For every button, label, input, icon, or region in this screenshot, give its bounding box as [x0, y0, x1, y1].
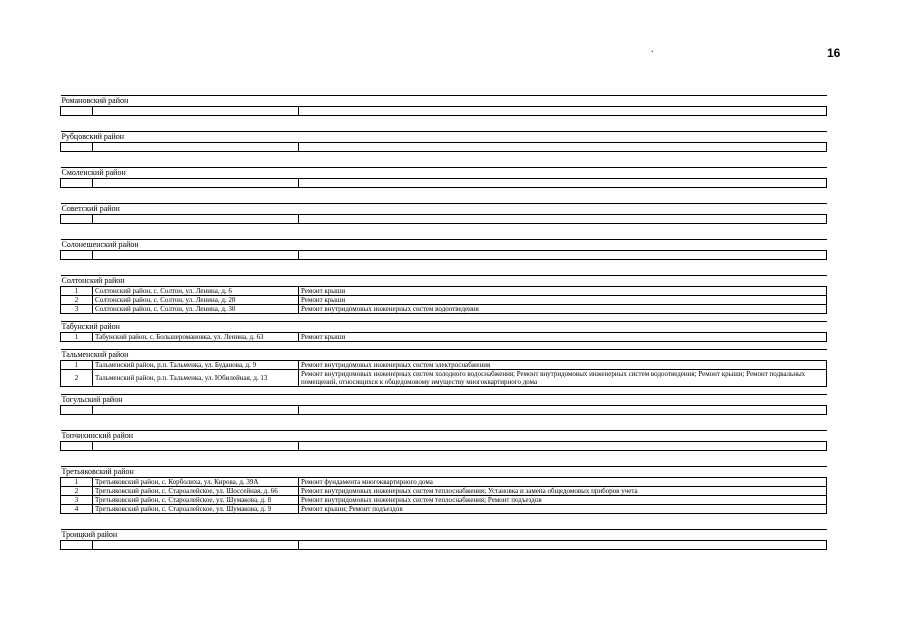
section-spacer: [61, 314, 827, 322]
section-spacer: [61, 415, 827, 431]
address-cell: Третьяковский район, с. Староалейское, ул. Шумакова, д. 8: [93, 496, 299, 505]
table-row: [61, 287, 827, 296]
row-number: 3: [61, 305, 93, 314]
region-header-row: [61, 132, 827, 143]
spacer-cell: [61, 314, 827, 322]
spacer-cell: [61, 224, 827, 240]
spacer-cell: [61, 260, 827, 276]
spacer-cell: [61, 514, 827, 530]
work-cell: [299, 541, 827, 550]
region-name: Романовский район: [61, 96, 827, 107]
table-row: [61, 487, 827, 496]
address-cell: Тальменский район, р.п. Тальменка, ул. Юбилейная, д. 13: [93, 370, 299, 387]
address-cell: [93, 406, 299, 415]
spacer-cell: [61, 451, 827, 467]
row-number: 1: [61, 478, 93, 487]
address-cell: Табунский район, с. Большеромановка, ул. Ленина, д. 63: [93, 333, 299, 342]
table-row: [61, 496, 827, 505]
region-header-row: [61, 168, 827, 179]
work-cell: Ремонт крыши: [299, 333, 827, 342]
page-number: 16: [827, 46, 841, 60]
spacer-cell: [61, 116, 827, 132]
row-number: 1: [61, 287, 93, 296]
region-header-row: [61, 276, 827, 287]
address-cell: [93, 442, 299, 451]
section-spacer: [61, 451, 827, 467]
work-cell: Ремонт крыши; Ремонт подъездов: [299, 505, 827, 514]
region-header-row: [61, 96, 827, 107]
address-cell: [93, 107, 299, 116]
region-header-row: [61, 530, 827, 541]
table-row: [61, 478, 827, 487]
row-number: [61, 107, 93, 116]
region-name: Тогульский район: [61, 395, 827, 406]
section-spacer: [61, 188, 827, 204]
empty-row: [61, 143, 827, 152]
region-header-row: [61, 395, 827, 406]
work-cell: [299, 179, 827, 188]
address-cell: [93, 251, 299, 260]
table-row: [61, 296, 827, 305]
region-name: Солонешенский район: [61, 240, 827, 251]
empty-row: [61, 251, 827, 260]
address-cell: Солтонский район, с. Солтон, ул. Ленина, д. 28: [93, 296, 299, 305]
region-header-row: [61, 467, 827, 478]
empty-row: [61, 107, 827, 116]
empty-row: [61, 541, 827, 550]
table-row: [61, 333, 827, 342]
work-cell: [299, 143, 827, 152]
table-row: [61, 361, 827, 370]
address-cell: [93, 179, 299, 188]
work-cell: Ремонт внутридомовых инженерных систем холодного водоснабжения; Ремонт внутридомовых инженерных систем водоотведения; Ремонт крыши; Ремонт подвальных помещений, относящихся к общедомовому имуществу многоквартирного дома: [299, 370, 827, 387]
spacer-cell: [61, 152, 827, 168]
table-row: [61, 505, 827, 514]
section-spacer: [61, 116, 827, 132]
work-cell: Ремонт фундамента многоквартирного дома: [299, 478, 827, 487]
region-name: Советский район: [61, 204, 827, 215]
empty-row: [61, 442, 827, 451]
work-cell: Ремонт крыши: [299, 296, 827, 305]
region-name: Третьяковский район: [61, 467, 827, 478]
region-name: Табунский район: [61, 322, 827, 333]
row-number: [61, 215, 93, 224]
address-cell: Тальменский район, р.п. Тальменка, ул. Буданова, д. 9: [93, 361, 299, 370]
spacer-cell: [61, 342, 827, 350]
spacer-cell: [61, 387, 827, 395]
row-number: [61, 541, 93, 550]
address-cell: Солтонский район, с. Солтон, ул. Ленина, д. 30: [93, 305, 299, 314]
address-cell: Третьяковский район, с. Староалейское, ул. Шоссейная, д. 66: [93, 487, 299, 496]
address-cell: Третьяковский район, с. Староалейское, ул. Шумакова, д. 9: [93, 505, 299, 514]
address-cell: Солтонский район, с. Солтон, ул. Ленина, д. 6: [93, 287, 299, 296]
spacer-cell: [61, 415, 827, 431]
row-number: [61, 251, 93, 260]
stray-mark: .: [651, 44, 654, 55]
region-name: Троицкий район: [61, 530, 827, 541]
section-spacer: [61, 152, 827, 168]
row-number: 4: [61, 505, 93, 514]
row-number: 2: [61, 487, 93, 496]
region-header-row: [61, 204, 827, 215]
row-number: [61, 143, 93, 152]
empty-row: [61, 179, 827, 188]
spacer-cell: [61, 188, 827, 204]
section-spacer: [61, 224, 827, 240]
work-cell: Ремонт внутридомовых инженерных систем теплоснабжения; Ремонт подъездов: [299, 496, 827, 505]
row-number: [61, 406, 93, 415]
empty-row: [61, 215, 827, 224]
work-cell: [299, 406, 827, 415]
work-cell: Ремонт внутридомовых инженерных систем водоотведения: [299, 305, 827, 314]
region-name: Рубцовский район: [61, 132, 827, 143]
region-name: Тальменский район: [61, 350, 827, 361]
section-spacer: [61, 260, 827, 276]
region-header-row: [61, 322, 827, 333]
region-header-row: [61, 350, 827, 361]
section-spacer: [61, 342, 827, 350]
row-number: 2: [61, 370, 93, 387]
row-number: 2: [61, 296, 93, 305]
region-name: Топчихинский район: [61, 431, 827, 442]
row-number: 3: [61, 496, 93, 505]
work-cell: [299, 251, 827, 260]
section-spacer: [61, 387, 827, 395]
work-cell: Ремонт крыши: [299, 287, 827, 296]
table-row: [61, 370, 827, 387]
address-cell: [93, 143, 299, 152]
work-cell: Ремонт внутридомовых инженерных систем электроснабжения: [299, 361, 827, 370]
region-header-row: [61, 240, 827, 251]
repair-table: [60, 95, 827, 550]
region-header-row: [61, 431, 827, 442]
address-cell: [93, 541, 299, 550]
row-number: 1: [61, 333, 93, 342]
row-number: 1: [61, 361, 93, 370]
section-spacer: [61, 514, 827, 530]
region-name: Смоленский район: [61, 168, 827, 179]
address-cell: [93, 215, 299, 224]
empty-row: [61, 406, 827, 415]
work-cell: [299, 107, 827, 116]
work-cell: Ремонт внутридомовых инженерных систем теплоснабжения; Установка и замена общедомовых приборов учета: [299, 487, 827, 496]
row-number: [61, 179, 93, 188]
work-cell: [299, 215, 827, 224]
row-number: [61, 442, 93, 451]
work-cell: [299, 442, 827, 451]
address-cell: Третьяковский район, с. Корболиха, ул. Кирова, д. 39А: [93, 478, 299, 487]
table-row: [61, 305, 827, 314]
region-name: Солтонский район: [61, 276, 827, 287]
